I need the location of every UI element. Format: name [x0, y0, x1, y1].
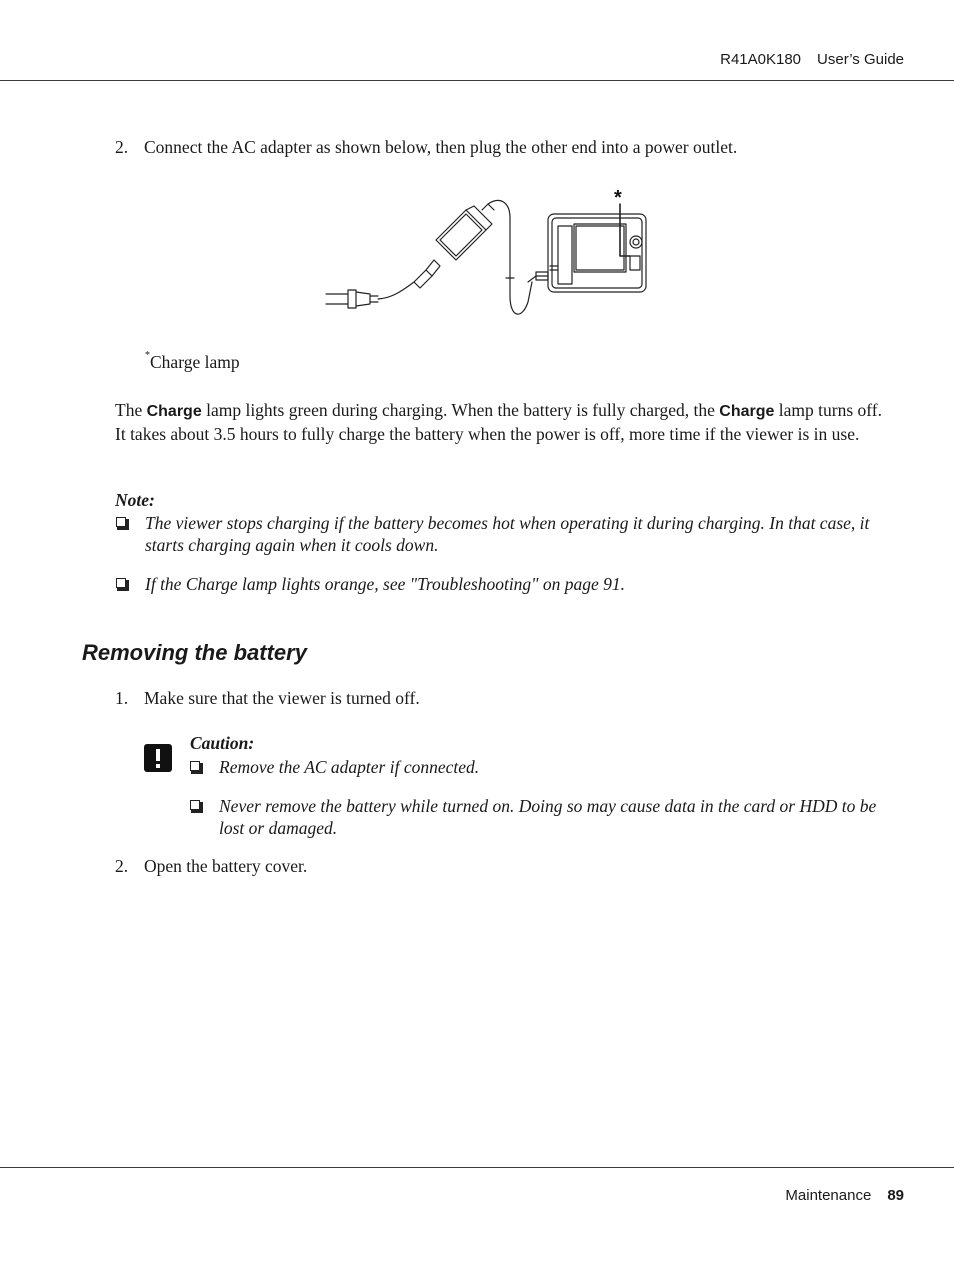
doc-code: R41A0K180 [720, 51, 802, 68]
note-item: The viewer stops charging if the battery becomes hot when operating it during charging. In that case, it starts charging again when it cools down. [145, 513, 870, 555]
checkbox-bullet-icon [190, 761, 200, 771]
charge-lamp-marker: * [614, 187, 622, 209]
caution-item: Remove the AC adapter if connected. [219, 757, 480, 777]
step-text: Connect the AC adapter as shown below, then plug the other end into a power outlet. [144, 137, 738, 157]
section-heading: Removing the battery [82, 640, 307, 665]
note-item: If the Charge lamp lights orange, see "Troubleshooting" on page 91. [145, 574, 626, 594]
caution-item: Never remove the battery while turned on. Doing so may cause data in the card or HDD to be lost or damaged. [219, 796, 877, 838]
note-title: Note: [115, 490, 155, 510]
step-text: Make sure that the viewer is turned off. [144, 688, 420, 708]
caution-title: Caution: [190, 733, 255, 753]
page-number: 89 [887, 1187, 904, 1204]
paragraph-text: lamp lights green during charging. When the battery is fully charged, the [201, 400, 720, 420]
caption-marker: * [145, 350, 150, 361]
paragraph-text: The [115, 400, 147, 420]
step-turn-off [115, 688, 420, 709]
paragraph-text: lamp turns off. It takes about 3.5 hours to fully charge the battery when the power is off, more time if the viewer is in use. [115, 400, 883, 444]
footer-rule [0, 1167, 954, 1168]
checkbox-bullet-icon [116, 578, 126, 588]
footer-section: Maintenance [785, 1187, 872, 1204]
step-number: 1. [115, 688, 129, 708]
step-connect-adapter [115, 137, 737, 158]
step-number: 2. [115, 137, 129, 157]
guide-label: User’s Guide [817, 51, 904, 68]
checkbox-bullet-icon [190, 800, 200, 810]
ac-adapter-illustration [322, 186, 662, 322]
step-open-cover [115, 856, 307, 877]
page-header [720, 51, 904, 68]
step-number: 2. [115, 856, 129, 876]
caption-text: Charge lamp [150, 352, 240, 372]
figure-caption [145, 352, 240, 373]
charge-term: Charge [146, 403, 202, 420]
checkbox-bullet-icon [116, 517, 126, 527]
header-rule [0, 80, 954, 81]
charge-paragraph [115, 399, 885, 445]
step-text: Open the battery cover. [144, 856, 308, 876]
page-footer [785, 1187, 904, 1204]
charge-term: Charge [719, 403, 775, 420]
caution-icon [144, 744, 172, 772]
